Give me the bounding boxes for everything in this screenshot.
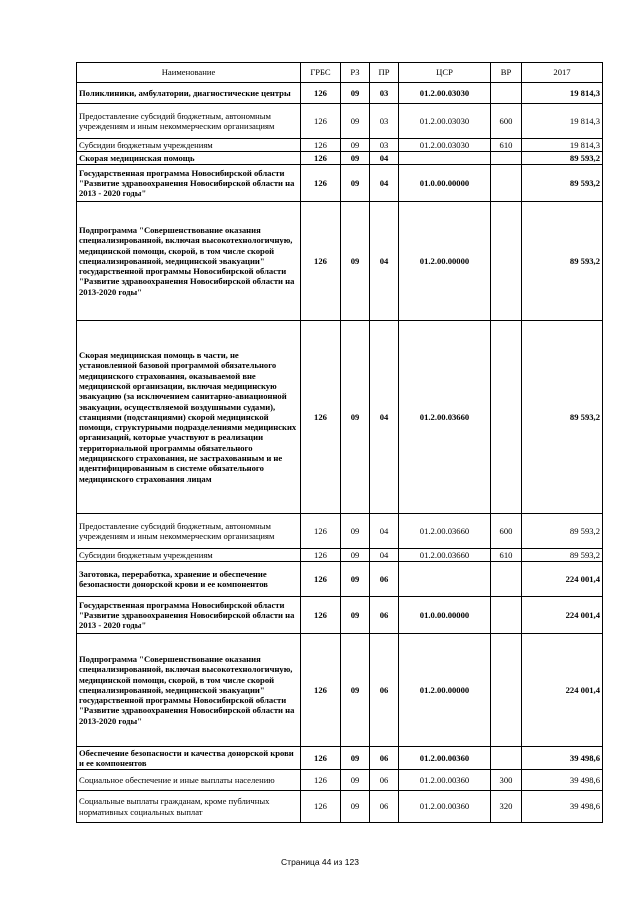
budget-table (76, 62, 603, 823)
cell-amount: 224 001,4 (522, 597, 603, 634)
cell-pr: 04 (370, 152, 399, 165)
cell-amount: 89 593,2 (522, 152, 603, 165)
table-header-row (77, 63, 603, 83)
cell-grbs: 126 (301, 514, 341, 549)
cell-pr: 03 (370, 83, 399, 104)
cell-rz: 09 (341, 104, 370, 139)
header-csr: ЦСР (399, 63, 491, 83)
table-row (77, 634, 603, 747)
cell-name: Обеспечение безопасности и качества донорской крови и ее компонентов (77, 747, 301, 770)
cell-rz: 09 (341, 152, 370, 165)
cell-name: Заготовка, переработка, хранение и обеспечение безопасности донорской крови и ее компонентов (77, 562, 301, 597)
cell-pr: 04 (370, 549, 399, 562)
cell-csr: 01.2.00.00000 (399, 634, 491, 747)
cell-rz: 09 (341, 202, 370, 321)
cell-pr: 06 (370, 634, 399, 747)
cell-name: Поликлиники, амбулатории, диагностические центры (77, 83, 301, 104)
cell-amount: 89 593,2 (522, 514, 603, 549)
cell-rz: 09 (341, 139, 370, 152)
cell-csr: 01.2.00.03660 (399, 549, 491, 562)
cell-vr (491, 321, 522, 514)
cell-csr: 01.2.00.03030 (399, 104, 491, 139)
header-name: Наименование (77, 63, 301, 83)
cell-name: Скорая медицинская помощь в части, не установленной базовой программой обязательного медицинского страхования, оказываемой вне медицинской организации, включая медицинскую эвакуацию (за исключением санитарно-авиационной эвакуации, осуществляемой воздушными судами), станциями (подстанциями) скорой медицинской помощи, структурными подразделениями медицинских организаций, которые участвуют в реализации территориальной программы обязательного медицинского страхования, не застрахованным и не идентифицированным в системе обязательного медицинского страхования лицам (77, 321, 301, 514)
cell-csr: 01.2.00.03030 (399, 83, 491, 104)
table-row (77, 770, 603, 791)
cell-amount: 19 814,3 (522, 83, 603, 104)
cell-grbs: 126 (301, 104, 341, 139)
cell-rz: 09 (341, 165, 370, 202)
cell-pr: 06 (370, 562, 399, 597)
table-row (77, 597, 603, 634)
cell-amount: 224 001,4 (522, 634, 603, 747)
cell-vr (491, 597, 522, 634)
cell-grbs: 126 (301, 562, 341, 597)
table-row (77, 104, 603, 139)
cell-pr: 06 (370, 770, 399, 791)
cell-name: Скорая медицинская помощь (77, 152, 301, 165)
cell-rz: 09 (341, 634, 370, 747)
cell-rz: 09 (341, 549, 370, 562)
cell-grbs: 126 (301, 83, 341, 104)
cell-csr: 01.2.00.03660 (399, 514, 491, 549)
cell-name: Субсидии бюджетным учреждениям (77, 549, 301, 562)
cell-pr: 04 (370, 202, 399, 321)
cell-grbs: 126 (301, 165, 341, 202)
header-pr: ПР (370, 63, 399, 83)
cell-rz: 09 (341, 747, 370, 770)
cell-vr: 600 (491, 104, 522, 139)
cell-name: Государственная программа Новосибирской области "Развитие здравоохранения Новосибирской области на 2013 - 2020 годы" (77, 597, 301, 634)
cell-vr (491, 747, 522, 770)
cell-csr (399, 152, 491, 165)
cell-csr: 01.2.00.00360 (399, 770, 491, 791)
cell-grbs: 126 (301, 634, 341, 747)
cell-name: Подпрограмма "Совершенствование оказания специализированной, включая высокотехнологичную, медицинской помощи, скорой, в том числе скорой специализированной, медицинской эвакуации" государственной программы Новосибирской области "Развитие здравоохранения Новосибирской области на 2013-2020 годы" (77, 634, 301, 747)
cell-rz: 09 (341, 791, 370, 823)
cell-rz: 09 (341, 562, 370, 597)
cell-name: Субсидии бюджетным учреждениям (77, 139, 301, 152)
cell-amount: 19 814,3 (522, 139, 603, 152)
cell-name: Предоставление субсидий бюджетным, автономным учреждениям и иным некоммерческим организациям (77, 104, 301, 139)
cell-amount: 89 593,2 (522, 549, 603, 562)
cell-pr: 06 (370, 791, 399, 823)
cell-name: Государственная программа Новосибирской области "Развитие здравоохранения Новосибирской области на 2013 - 2020 годы" (77, 165, 301, 202)
cell-amount: 224 001,4 (522, 562, 603, 597)
table-row (77, 83, 603, 104)
cell-grbs: 126 (301, 139, 341, 152)
table-row (77, 139, 603, 152)
cell-rz: 09 (341, 514, 370, 549)
cell-pr: 03 (370, 104, 399, 139)
cell-amount: 39 498,6 (522, 770, 603, 791)
header-year: 2017 (522, 63, 603, 83)
cell-grbs: 126 (301, 321, 341, 514)
cell-grbs: 126 (301, 747, 341, 770)
cell-grbs: 126 (301, 791, 341, 823)
cell-csr (399, 562, 491, 597)
cell-grbs: 126 (301, 152, 341, 165)
table-row (77, 791, 603, 823)
cell-grbs: 126 (301, 549, 341, 562)
table-row (77, 514, 603, 549)
cell-pr: 06 (370, 597, 399, 634)
cell-name: Подпрограмма "Совершенствование оказания специализированной, включая высокотехнологичную, медицинской помощи, скорой, в том числе скорой специализированной, медицинской эвакуации" государственной программы Новосибирской области "Развитие здравоохранения Новосибирской области на 2013-2020 годы" (77, 202, 301, 321)
cell-amount: 89 593,2 (522, 202, 603, 321)
cell-pr: 04 (370, 165, 399, 202)
cell-rz: 09 (341, 770, 370, 791)
cell-rz: 09 (341, 321, 370, 514)
cell-vr (491, 562, 522, 597)
cell-grbs: 126 (301, 202, 341, 321)
cell-pr: 03 (370, 139, 399, 152)
cell-amount: 39 498,6 (522, 747, 603, 770)
cell-csr: 01.0.00.00000 (399, 165, 491, 202)
cell-grbs: 126 (301, 597, 341, 634)
table-row (77, 562, 603, 597)
cell-vr (491, 165, 522, 202)
cell-amount: 19 814,3 (522, 104, 603, 139)
cell-vr: 610 (491, 139, 522, 152)
cell-pr: 06 (370, 747, 399, 770)
table-row (77, 549, 603, 562)
cell-csr: 01.2.00.03660 (399, 321, 491, 514)
cell-vr: 610 (491, 549, 522, 562)
cell-name: Предоставление субсидий бюджетным, автономным учреждениям и иным некоммерческим организациям (77, 514, 301, 549)
cell-vr: 320 (491, 791, 522, 823)
cell-name: Социальное обеспечение и иные выплаты населению (77, 770, 301, 791)
table-row (77, 152, 603, 165)
cell-pr: 04 (370, 321, 399, 514)
cell-csr: 01.2.00.00000 (399, 202, 491, 321)
table-row (77, 747, 603, 770)
header-rz: РЗ (341, 63, 370, 83)
table-row (77, 202, 603, 321)
cell-name: Социальные выплаты гражданам, кроме публичных нормативных социальных выплат (77, 791, 301, 823)
cell-rz: 09 (341, 83, 370, 104)
cell-amount: 89 593,2 (522, 165, 603, 202)
cell-rz: 09 (341, 597, 370, 634)
cell-vr (491, 202, 522, 321)
cell-amount: 39 498,6 (522, 791, 603, 823)
table-row (77, 165, 603, 202)
cell-csr: 01.2.00.03030 (399, 139, 491, 152)
cell-vr (491, 83, 522, 104)
cell-grbs: 126 (301, 770, 341, 791)
cell-vr (491, 634, 522, 747)
header-grbs: ГРБС (301, 63, 341, 83)
cell-vr: 600 (491, 514, 522, 549)
cell-csr: 01.2.00.00360 (399, 747, 491, 770)
page-number: Страница 44 из 123 (281, 857, 359, 867)
cell-amount: 89 593,2 (522, 321, 603, 514)
table-row (77, 321, 603, 514)
header-vr: ВР (491, 63, 522, 83)
cell-vr: 300 (491, 770, 522, 791)
cell-csr: 01.0.00.00000 (399, 597, 491, 634)
cell-pr: 04 (370, 514, 399, 549)
cell-csr: 01.2.00.00360 (399, 791, 491, 823)
table-body (77, 83, 603, 823)
cell-vr (491, 152, 522, 165)
